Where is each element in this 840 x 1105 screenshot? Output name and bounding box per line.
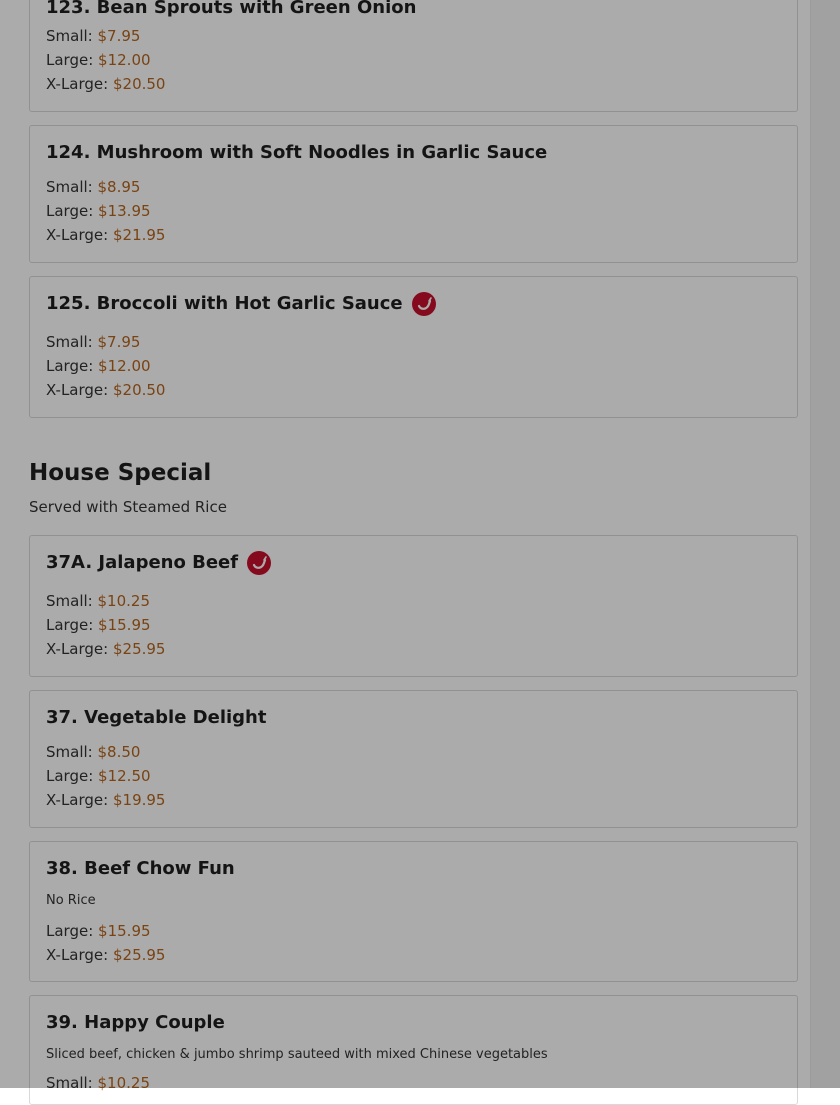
menu-item-description: Sliced beef, chicken & jumbo shrimp sauteed with mixed Chinese vegetables [46, 1047, 548, 1062]
price-large: Large: $13.95 [46, 202, 151, 220]
price-large: Large: $15.95 [46, 922, 151, 940]
price-xlarge: X-Large: $20.50 [46, 381, 166, 399]
price-xlarge: X-Large: $25.95 [46, 946, 166, 964]
price-large: Large: $15.95 [46, 616, 151, 634]
price-large: Large: $12.00 [46, 51, 151, 69]
price-xlarge: X-Large: $20.50 [46, 75, 166, 93]
price-large: Large: $12.00 [46, 357, 151, 375]
menu-item-title: 125. Broccoli with Hot Garlic Sauce [46, 292, 436, 316]
menu-item-title: 124. Mushroom with Soft Noodles in Garlic Sauce [46, 142, 548, 163]
price-xlarge: X-Large: $25.95 [46, 640, 166, 658]
price-small: Small: $10.25 [46, 592, 150, 610]
menu-item-card[interactable] [29, 276, 798, 418]
menu-item-card[interactable] [29, 841, 798, 982]
menu-item-card[interactable] [29, 125, 798, 263]
menu-item-title: 37. Vegetable Delight [46, 707, 267, 728]
price-xlarge: X-Large: $19.95 [46, 791, 166, 809]
menu-item-title: 123. Bean Sprouts with Green Onion [46, 0, 417, 18]
price-xlarge: X-Large: $21.95 [46, 226, 166, 244]
menu-item-card[interactable] [29, 995, 798, 1105]
menu-item-card[interactable] [29, 0, 798, 112]
price-small: Small: $7.95 [46, 27, 141, 45]
menu-item-description: No Rice [46, 893, 96, 908]
price-large: Large: $12.50 [46, 767, 151, 785]
price-small: Small: $7.95 [46, 333, 141, 351]
page-scrollbar[interactable] [810, 0, 840, 1088]
chili-pepper-icon [247, 551, 271, 575]
price-small: Small: $8.50 [46, 743, 141, 761]
menu-item-title: 38. Beef Chow Fun [46, 858, 235, 879]
menu-item-card[interactable] [29, 690, 798, 828]
price-small: Small: $8.95 [46, 178, 141, 196]
section-title: House Special [29, 460, 212, 486]
menu-item-card[interactable] [29, 535, 798, 677]
price-small: Small: $10.25 [46, 1074, 150, 1092]
chili-pepper-icon [412, 292, 436, 316]
menu-item-title: 37A. Jalapeno Beef [46, 551, 271, 575]
menu-item-title: 39. Happy Couple [46, 1012, 225, 1033]
section-subtitle: Served with Steamed Rice [29, 498, 227, 516]
